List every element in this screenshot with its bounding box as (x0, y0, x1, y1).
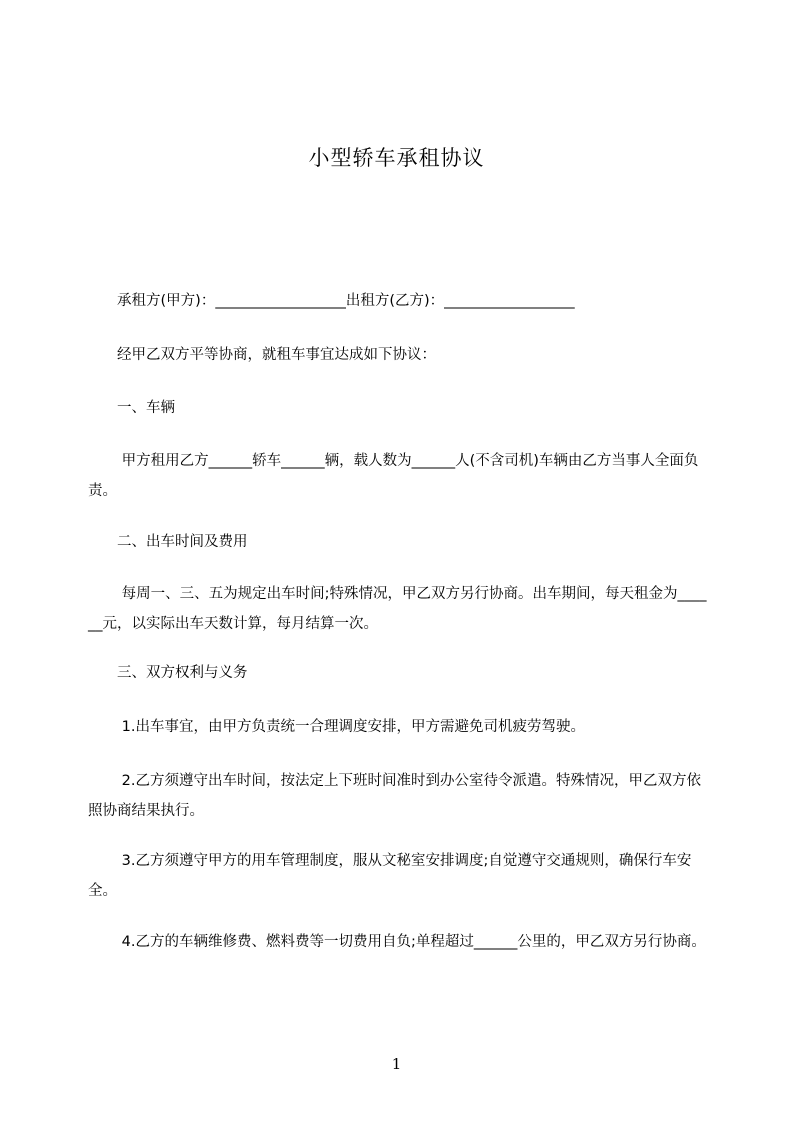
document-title: 小型轿车承租协议 (308, 146, 485, 170)
rights-item-3: 3.乙方须遵守甲方的用车管理制度，服从文秘室安排调度;自觉遵守交通规则，确保行车安全。 (88, 853, 692, 899)
rights-item-4: 4.乙方的车辆维修费、燃料费等一切费用自负;单程超过______公里的，甲乙双方另行协商。 (88, 934, 706, 950)
section-heading-time-fee: 二、出车时间及费用 (88, 534, 248, 550)
intro-paragraph: 经甲乙双方平等协商，就租车事宜达成如下协议： (88, 347, 436, 363)
section-heading-rights: 三、双方权利与义务 (88, 665, 248, 681)
section-body-vehicle: 甲方租用乙方______轿车______辆，载人数为______人(不含司机)车辆由乙方当事人全面负责。 (88, 453, 699, 499)
rights-item-2: 2.乙方须遵守出车时间，按法定上下班时间准时到办公室待令派遣。特殊情况，甲乙双方依照协商结果执行。 (88, 773, 701, 819)
rights-item-1: 1.出车事宜，由甲方负责统一合理调度安排，甲方需避免司机疲劳驾驶。 (88, 719, 585, 735)
section-heading-vehicle: 一、车辆 (88, 400, 175, 416)
parties-line: 承租方(甲方)：__________________出租方(乙方)：__________________ (88, 293, 575, 309)
page-number: 1 (391, 1055, 402, 1073)
section-body-time-fee: 每周一、三、五为规定出车时间;特殊情况，甲乙双方另行协商。出车期间，每天租金为______元，以实际出车天数计算，每月结算一次。 (88, 586, 707, 632)
